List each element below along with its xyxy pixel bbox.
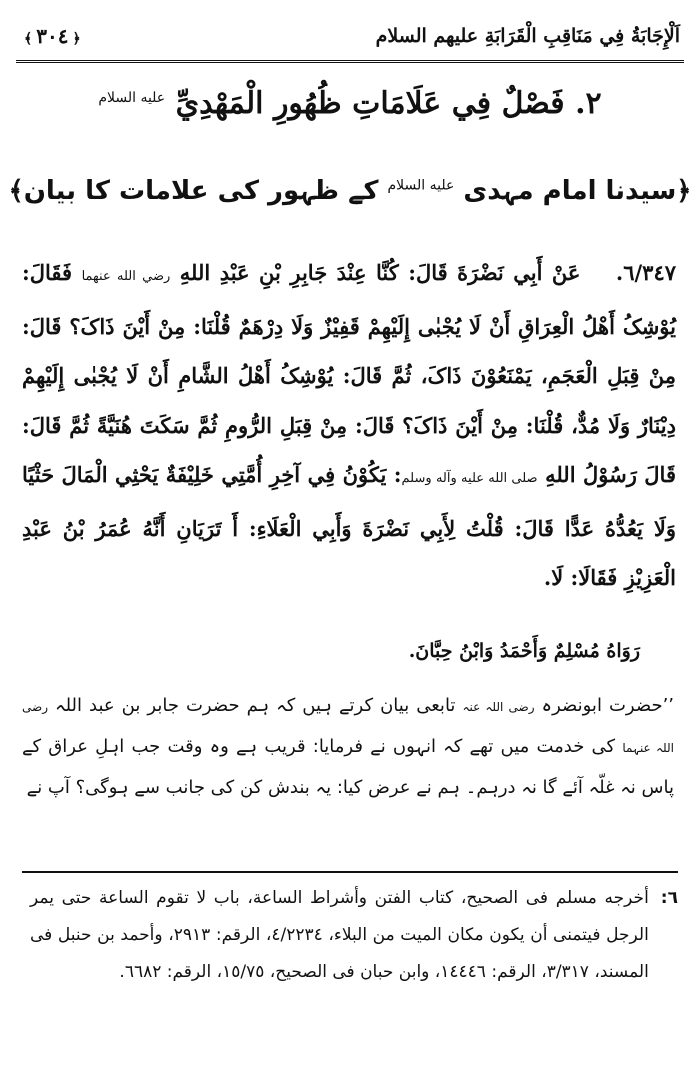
running-header bbox=[20, 18, 680, 54]
salutation-mark: عليه السلام bbox=[98, 90, 166, 106]
hadith-narration: رَوَاهُ مُسْلِمٌ وَأَحْمَدُ وَابْنُ حِبَّانَ. bbox=[408, 640, 640, 662]
footnote-rule bbox=[22, 871, 678, 873]
translation-part-1: ’’حضرت ابونضرہ bbox=[541, 695, 675, 716]
hadith-text-part-1: عَنْ أَبِي نَضْرَةَ قَالَ: كُنَّا عِنْدَ جَابِرِ بْنِ عَبْدِ اللهِ bbox=[179, 260, 581, 285]
hadith-text-part-2: فَقَالَ: يُوْشِکُ أَهْلُ الْعِرَاقِ أَنْ لَا يُجْبٰی إِلَيْهِمْ قَفِيْزٌ وَلَا دِرْهَمٌ قُلْنَا: مِنْ أَيْنَ ذَاکَ؟ قَالَ: مِنْ قِبَلِ الْعَجَمِ، يَمْنَعُوْنَ ذَاکَ، ثُمَّ قَالَ: يُوْشِکُ أَهْلُ الشَّامِ أَنْ لَا يُجْبٰی إِلَيْهِمْ دِيْنَارٌ وَلَا مُدٌّ، قُلْنَا: مِنْ أَيْنَ ذَاکَ؟ قَالَ: مِنْ قِبَلِ الرُّومِ ثُمَّ سَکَتَ هُنَيَّةً ثُمَّ قَالَ: قَالَ رَسُوْلُ اللهِ bbox=[22, 260, 676, 487]
chapter-title bbox=[0, 86, 700, 121]
urdu-heading-suffix: کے ظہور کی علامات کا بیان bbox=[23, 176, 379, 206]
footnote-marker: ٦: bbox=[660, 888, 678, 908]
translation-part-3: کی خدمت میں تھے کہ انہوں نے فرمایا: قریب ہے وہ وقت جب اہلِ عراق کے پاس نہ غلّہ آئے گا نہ درہم۔ ہم نے عرض کیا: یہ بندش کن کی جانب سے ہوگی؟ آپ نے bbox=[22, 736, 674, 798]
footnote-text: أخرجه مسلم فی الصحيح، کتاب الفتن وأشراط الساعة، باب لا تقوم الساعة حتی يمر الرجل فيتمنی أن يکون مکان الميت من البلاء، ٤/٢٢٣٤، الرقم: ٢٩١٣، وأحمد بن حنبل فی المسند، ٣/٣١٧، الرقم: ١٤٤٤٦، وابن حبان فی الصحيح، ١٥/٧٥، الرقم: ٦٦٨٢. bbox=[30, 888, 649, 982]
hadith-number: ٦/٣٤٧. bbox=[615, 260, 677, 285]
translation-part-2: تابعی بیان کرتے ہیں کہ ہم حضرت جابر بن عبد اللہ bbox=[55, 695, 456, 716]
urdu-heading-bracket-icon: ﴿ bbox=[676, 176, 692, 206]
hadith-honorific: رضي الله عنهما bbox=[81, 269, 171, 284]
ornament-left-icon: ﴿ bbox=[72, 31, 81, 47]
header-rule bbox=[16, 60, 684, 63]
translation-honorific-2: رضی اللہ عنہما bbox=[22, 700, 674, 755]
urdu-heading-bracket-close-icon: ﴾ bbox=[8, 176, 24, 206]
footnote bbox=[30, 880, 678, 991]
urdu-heading-prefix: سیدنا امام مہدی bbox=[463, 176, 677, 206]
ornament-right-icon: ﴾ bbox=[24, 31, 33, 47]
hadith-salawat: صلى الله عليه وآله وسلم bbox=[401, 471, 538, 486]
translation-honorific-1: رضی اللہ عنہ bbox=[462, 700, 535, 714]
hadith-text-part-3: : يَکُوْنُ فِي آخِرِ أُمَّتِي خَلِيْفَةٌ يَحْثِي الْمَالَ حَثْيًا وَلَا يَعُدُّهُ عَدًّا قَالَ: قُلْتُ لِأَبِي نَضْرَةَ وَأَبِي الْعَلَاءِ: أَ تَرَيَانِ أَنَّهُ عُمَرُ بْنُ عَبْدِ الْعَزِيْزِ فَقَالَا: لَا. bbox=[22, 462, 676, 590]
hadith-text bbox=[22, 248, 676, 603]
page-number-badge bbox=[20, 24, 85, 48]
page-number: ٣٠٤ bbox=[36, 24, 69, 48]
book-title: اَلْإِجَابَةُ فِي مَنَاقِبِ الْقَرَابَةِ عليهم السلام bbox=[375, 25, 680, 47]
chapter-title-text: ٢. فَصْلٌ فِي عَلَامَاتِ ظُهُورِ الْمَهْدِيِّ bbox=[175, 86, 602, 121]
urdu-heading bbox=[0, 176, 700, 206]
urdu-translation bbox=[22, 686, 674, 807]
urdu-heading-salutation: عليه السلام bbox=[387, 177, 455, 194]
